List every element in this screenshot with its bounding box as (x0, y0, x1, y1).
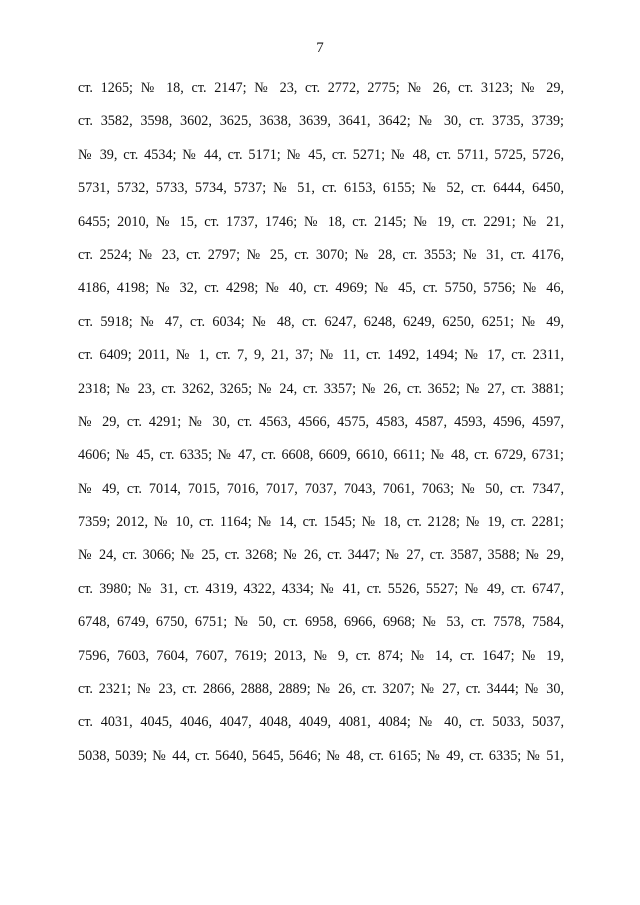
text-line: ст. 3980; № 31, ст. 4319, 4322, 4334; № 41, ст. 5526, 5527; № 49, ст. 6747, (78, 580, 564, 597)
page-number: 7 (316, 40, 324, 56)
text-line: 5038, 5039; № 44, ст. 5640, 5645, 5646; № 48, ст. 6165; № 49, ст. 6335; № 51, (78, 747, 564, 764)
text-line: 4186, 4198; № 32, ст. 4298; № 40, ст. 4969; № 45, ст. 5750, 5756; № 46, (78, 280, 564, 297)
text-line: 6748, 6749, 6750, 6751; № 50, ст. 6958, 6966, 6968; № 53, ст. 7578, 7584, (78, 614, 564, 631)
text-line: № 24, ст. 3066; № 25, ст. 3268; № 26, ст. 3447; № 27, ст. 3587, 3588; № 29, (78, 547, 564, 564)
text-line: ст. 3582, 3598, 3602, 3625, 3638, 3639, 3641, 3642; № 30, ст. 3735, 3739; (78, 113, 564, 130)
text-line: № 29, ст. 4291; № 30, ст. 4563, 4566, 4575, 4583, 4587, 4593, 4596, 4597, (78, 413, 564, 430)
text-line: ст. 1265; № 18, ст. 2147; № 23, ст. 2772, 2775; № 26, ст. 3123; № 29, (78, 80, 564, 96)
text-line: 7596, 7603, 7604, 7607, 7619; 2013, № 9, ст. 874; № 14, ст. 1647; № 19, (78, 647, 564, 664)
text-line: ст. 2524; № 23, ст. 2797; № 25, ст. 3070; № 28, ст. 3553; № 31, ст. 4176, (78, 246, 564, 263)
text-line: 7359; 2012, № 10, ст. 1164; № 14, ст. 1545; № 18, ст. 2128; № 19, ст. 2281; (78, 514, 564, 531)
text-line: 6455; 2010, № 15, ст. 1737, 1746; № 18, ст. 2145; № 19, ст. 2291; № 21, (78, 213, 564, 230)
text-line: ст. 2321; № 23, ст. 2866, 2888, 2889; № 26, ст. 3207; № 27, ст. 3444; № 30, (78, 681, 564, 698)
document-body (78, 78, 564, 779)
text-line: 2318; № 23, ст. 3262, 3265; № 24, ст. 3357; № 26, ст. 3652; № 27, ст. 3881; (78, 380, 564, 397)
text-line: ст. 5918; № 47, ст. 6034; № 48, ст. 6247, 6248, 6249, 6250, 6251; № 49, (78, 313, 564, 330)
text-line: № 39, ст. 4534; № 44, ст. 5171; № 45, ст. 5271; № 48, ст. 5711, 5725, 5726, (78, 146, 564, 163)
text-line: 4606; № 45, ст. 6335; № 47, ст. 6608, 6609, 6610, 6611; № 48, ст. 6729, 6731; (78, 447, 564, 464)
text-line: ст. 4031, 4045, 4046, 4047, 4048, 4049, 4081, 4084; № 40, ст. 5033, 5037, (78, 714, 564, 731)
text-line: 5731, 5732, 5733, 5734, 5737; № 51, ст. 6153, 6155; № 52, ст. 6444, 6450, (78, 180, 564, 197)
text-line: ст. 6409; 2011, № 1, ст. 7, 9, 21, 37; № 11, ст. 1492, 1494; № 17, ст. 2311, (78, 347, 564, 364)
text-line: № 49, ст. 7014, 7015, 7016, 7017, 7037, 7043, 7061, 7063; № 50, ст. 7347, (78, 480, 564, 497)
